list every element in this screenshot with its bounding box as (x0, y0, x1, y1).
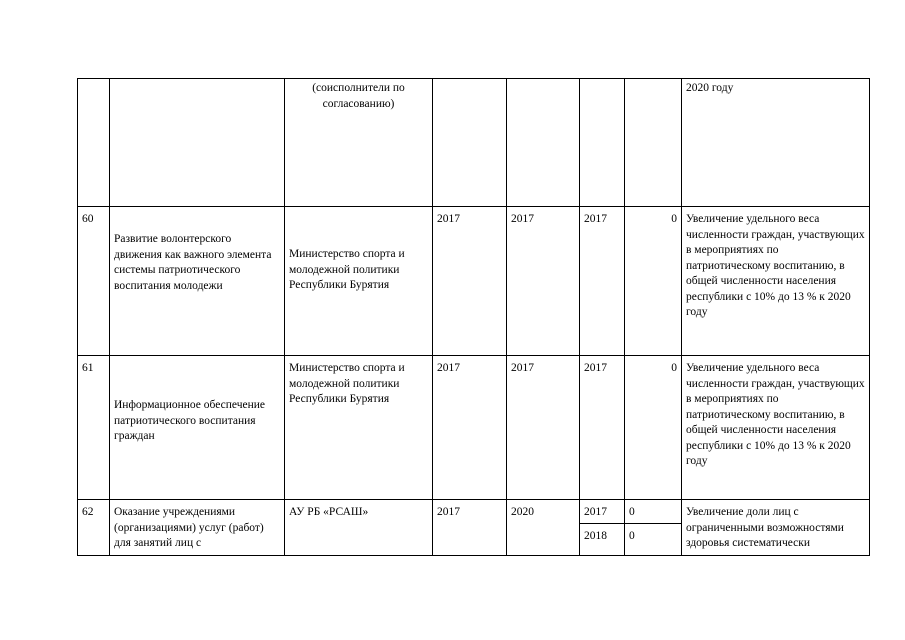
table-row (78, 207, 870, 356)
table-row (78, 500, 870, 524)
executor-cell: Министерство спорта и молодежной политики Республики Бурятия (285, 207, 433, 356)
activity-name-cell (110, 79, 285, 207)
year-cell: 2017 (580, 500, 625, 524)
activity-name-cell: Развитие волонтерского движения как важного элемента системы патриотического воспитания молодежи (110, 207, 285, 356)
result-cell: Увеличение доли лиц с ограниченными возможностями здоровья систематически (682, 500, 870, 556)
end-year-cell: 2020 (507, 500, 580, 556)
value-cell (625, 79, 682, 207)
table-row (78, 79, 870, 207)
year-cell: 2017 (580, 207, 625, 356)
start-year-cell: 2017 (433, 500, 507, 556)
start-year-cell: 2017 (433, 356, 507, 500)
program-activities-table (77, 78, 870, 556)
table-row (78, 356, 870, 500)
value-cell: 0 (625, 500, 682, 524)
executor-cell: (соисполнители по согласованию) (285, 79, 433, 207)
row-number-cell (78, 79, 110, 207)
year-cell (580, 79, 625, 207)
year-cell: 2017 (580, 356, 625, 500)
value-cell: 0 (625, 356, 682, 500)
row-number-cell: 60 (78, 207, 110, 356)
value-cell: 0 (625, 207, 682, 356)
row-number-cell: 62 (78, 500, 110, 556)
activity-name-cell: Оказание учреждениями (организациями) услуг (работ) для занятий лиц с (110, 500, 285, 556)
start-year-cell (433, 79, 507, 207)
year-cell: 2018 (580, 524, 625, 556)
executor-cell: Министерство спорта и молодежной политики Республики Бурятия (285, 356, 433, 500)
result-cell: 2020 году (682, 79, 870, 207)
row-number-cell: 61 (78, 356, 110, 500)
value-cell: 0 (625, 524, 682, 556)
executor-cell: АУ РБ «РСАШ» (285, 500, 433, 556)
start-year-cell: 2017 (433, 207, 507, 356)
end-year-cell: 2017 (507, 207, 580, 356)
result-cell: Увеличение удельного веса численности граждан, участвующих в мероприятиях по патриотическому воспитанию, в общей численности населения республики с 10% до 13 % к 2020 году (682, 356, 870, 500)
result-cell: Увеличение удельного веса численности граждан, участвующих в мероприятиях по патриотическому воспитанию, в общей численности населения республики с 10% до 13 % к 2020 году (682, 207, 870, 356)
end-year-cell: 2017 (507, 356, 580, 500)
end-year-cell (507, 79, 580, 207)
activity-name-cell: Информационное обеспечение патриотического воспитания граждан (110, 356, 285, 500)
